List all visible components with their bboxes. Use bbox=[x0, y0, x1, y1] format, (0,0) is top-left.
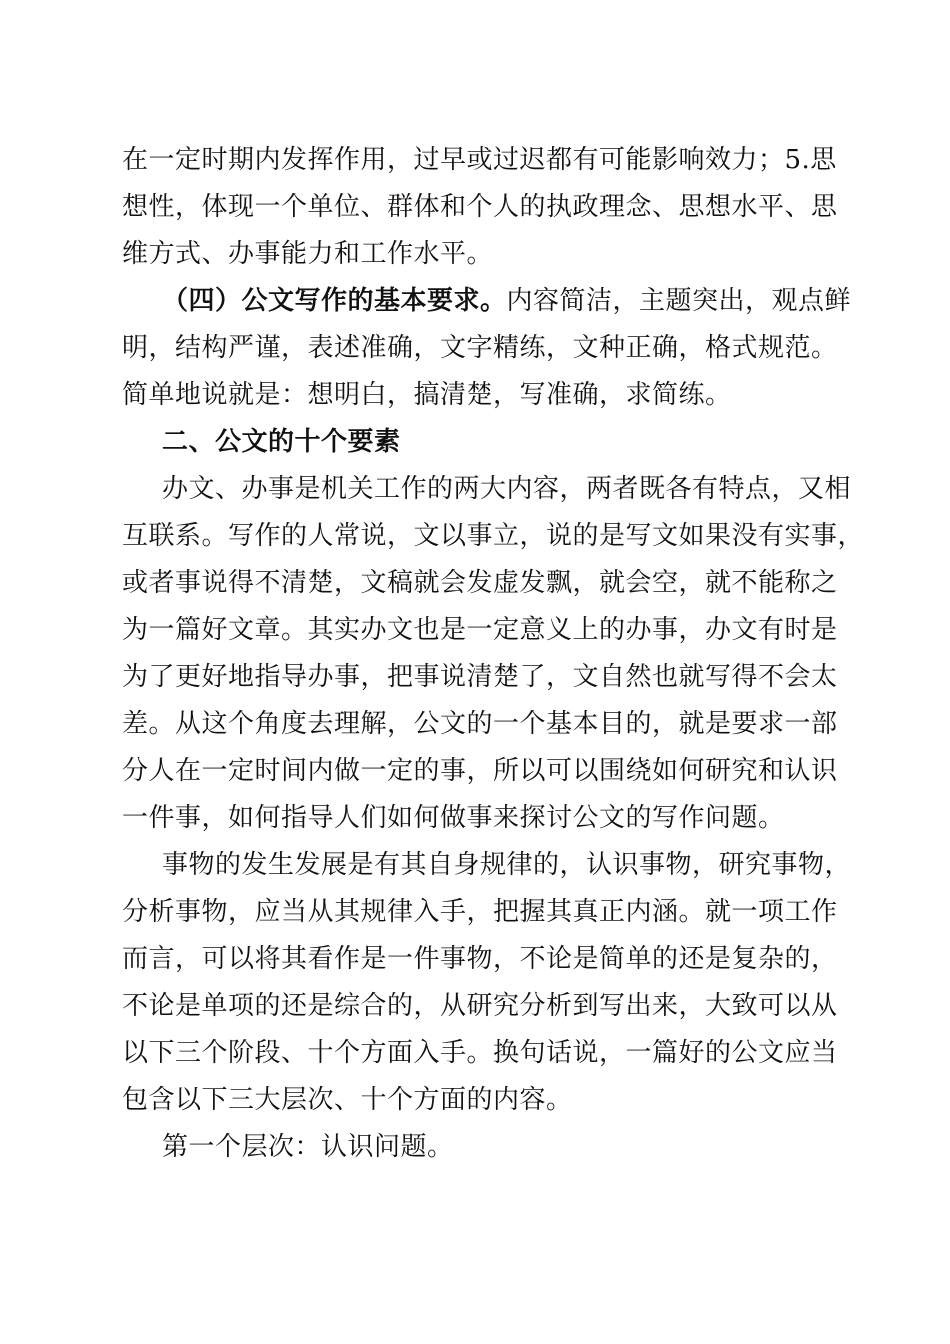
paragraph-3-line-2: 互联系。写作的人常说，文以事立，说的是写文如果没有实事， bbox=[122, 521, 865, 551]
paragraph-2-line-1-rest: 内容简洁，主题突出，观点鲜 bbox=[506, 286, 852, 316]
paragraph-2-line-1 bbox=[162, 281, 852, 321]
paragraph-3-line-8: 一件事，如何指导人们如何做事来探讨公文的写作问题。 bbox=[122, 803, 785, 833]
paragraph-4-line-1: 事物的发生发展是有其自身规律的，认识事物，研究事物， bbox=[162, 850, 852, 880]
paragraph-4-line-5: 以下三个阶段、十个方面入手。换句话说，一篇好的公文应当 bbox=[122, 1038, 838, 1068]
paragraph-1-line-3: 维方式、办事能力和工作水平。 bbox=[122, 239, 494, 269]
paragraph-3-line-5: 为了更好地指导办事，把事说清楚了，文自然也就写得不会太 bbox=[122, 662, 838, 692]
paragraph-5: 第一个层次：认识问题。 bbox=[162, 1132, 454, 1162]
paragraph-2-line-2: 明，结构严谨，表述准确，文字精练，文种正确，格式规范。 bbox=[122, 333, 838, 363]
paragraph-3-line-6: 差。从这个角度去理解，公文的一个基本目的，就是要求一部 bbox=[122, 709, 838, 739]
paragraph-4-line-6: 包含以下三大层次、十个方面的内容。 bbox=[122, 1085, 573, 1115]
paragraph-3-line-7: 分人在一定时间内做一定的事，所以可以围绕如何研究和认识 bbox=[122, 756, 838, 786]
paragraph-1-line-2: 想性，体现一个单位、群体和个人的执政理念、思想水平、思 bbox=[122, 192, 838, 222]
section-heading: 二、公文的十个要素 bbox=[162, 427, 401, 457]
paragraph-3-line-1: 办文、办事是机关工作的两大内容，两者既各有特点，又相 bbox=[162, 474, 852, 504]
paragraph-3-line-3: 或者事说得不清楚，文稿就会发虚发飘，就会空，就不能称之 bbox=[122, 568, 838, 598]
paragraph-4-line-2: 分析事物，应当从其规律入手，把握其真正内涵。就一项工作 bbox=[122, 897, 838, 927]
paragraph-2-lead: （四）公文写作的基本要求。 bbox=[162, 286, 507, 316]
paragraph-1-line-1: 在一定时期内发挥作用，过早或过迟都有可能影响效力；5.思 bbox=[122, 145, 837, 175]
paragraph-4-line-4: 不论是单项的还是综合的，从研究分析到写出来，大致可以从 bbox=[122, 991, 838, 1021]
paragraph-2-line-3: 简单地说就是：想明白，搞清楚，写准确，求简练。 bbox=[122, 380, 732, 410]
paragraph-4-line-3: 而言，可以将其看作是一件事物，不论是简单的还是复杂的， bbox=[122, 944, 838, 974]
paragraph-3-line-4: 为一篇好文章。其实办文也是一定意义上的办事，办文有时是 bbox=[122, 615, 838, 645]
